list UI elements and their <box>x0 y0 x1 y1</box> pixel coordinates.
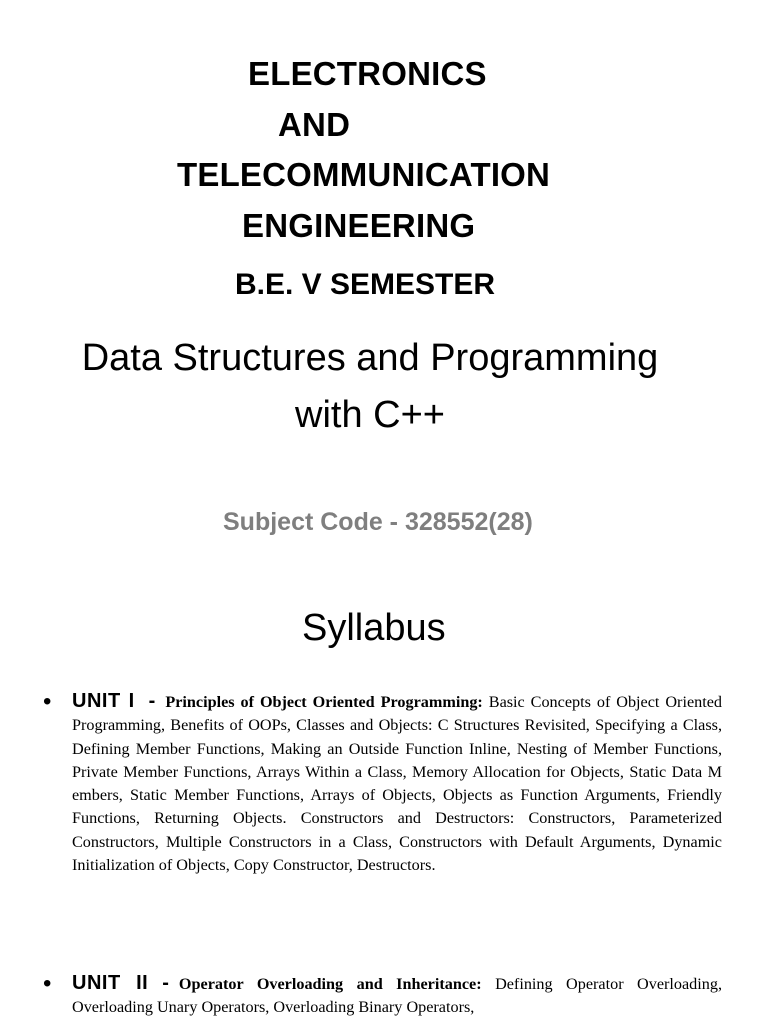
unit-body: Defining Operator Overloading, Overloading Unary Operators, Overloading Binary Operators, <box>72 975 723 1017</box>
unit-heading: Principles of Object Oriented Programming: <box>165 693 483 711</box>
department-title-line-1: ELECTRONICS <box>248 55 487 92</box>
bullet-icon: • <box>43 970 52 997</box>
unit-paragraph <box>72 972 722 1020</box>
department-title-line-2: AND <box>278 106 351 143</box>
department-title-line-3: TELECOMMUNICATION <box>177 156 551 193</box>
semester-label: B.E. V SEMESTER <box>235 268 496 301</box>
unit-dash: - <box>148 690 156 712</box>
unit-dash: - <box>162 972 169 994</box>
department-title-line-4: ENGINEERING <box>242 207 476 244</box>
bullet-icon: • <box>43 688 52 715</box>
subject-code: Subject Code - 328552(28) <box>223 508 533 536</box>
unit-label: UNIT I <box>72 690 135 712</box>
course-title-line-2: with C++ <box>295 394 445 436</box>
syllabus-heading: Syllabus <box>302 607 446 649</box>
unit-body: Basic Concepts of Object Oriented Programming, Benefits of OOPs, Classes and Objects: C Structures Revisited, Specifying a Class, Defining Member Functions, Making an Outside Function Inline, Nesting of Member Functions, Private Member Functions, Arrays Within a Class, Memory Allocation for Objects, Static Data M embers, Static Member Functions, Arrays of Objects, Objects as Function Arguments, Friendly Functions, Returning Objects. Constructors and Destructors: Constructors, Parameterized Constructors, Multiple Constructors in a Class, Constructors with Default Arguments, Dynamic Initialization of Objects, Copy Constructor, Destructors. <box>72 693 722 875</box>
course-title-line-1: Data Structures and Programming <box>81 337 659 379</box>
unit-label: UNIT II <box>72 972 149 994</box>
unit-heading: Operator Overloading and Inheritance: <box>178 975 482 993</box>
unit-paragraph <box>72 690 722 877</box>
